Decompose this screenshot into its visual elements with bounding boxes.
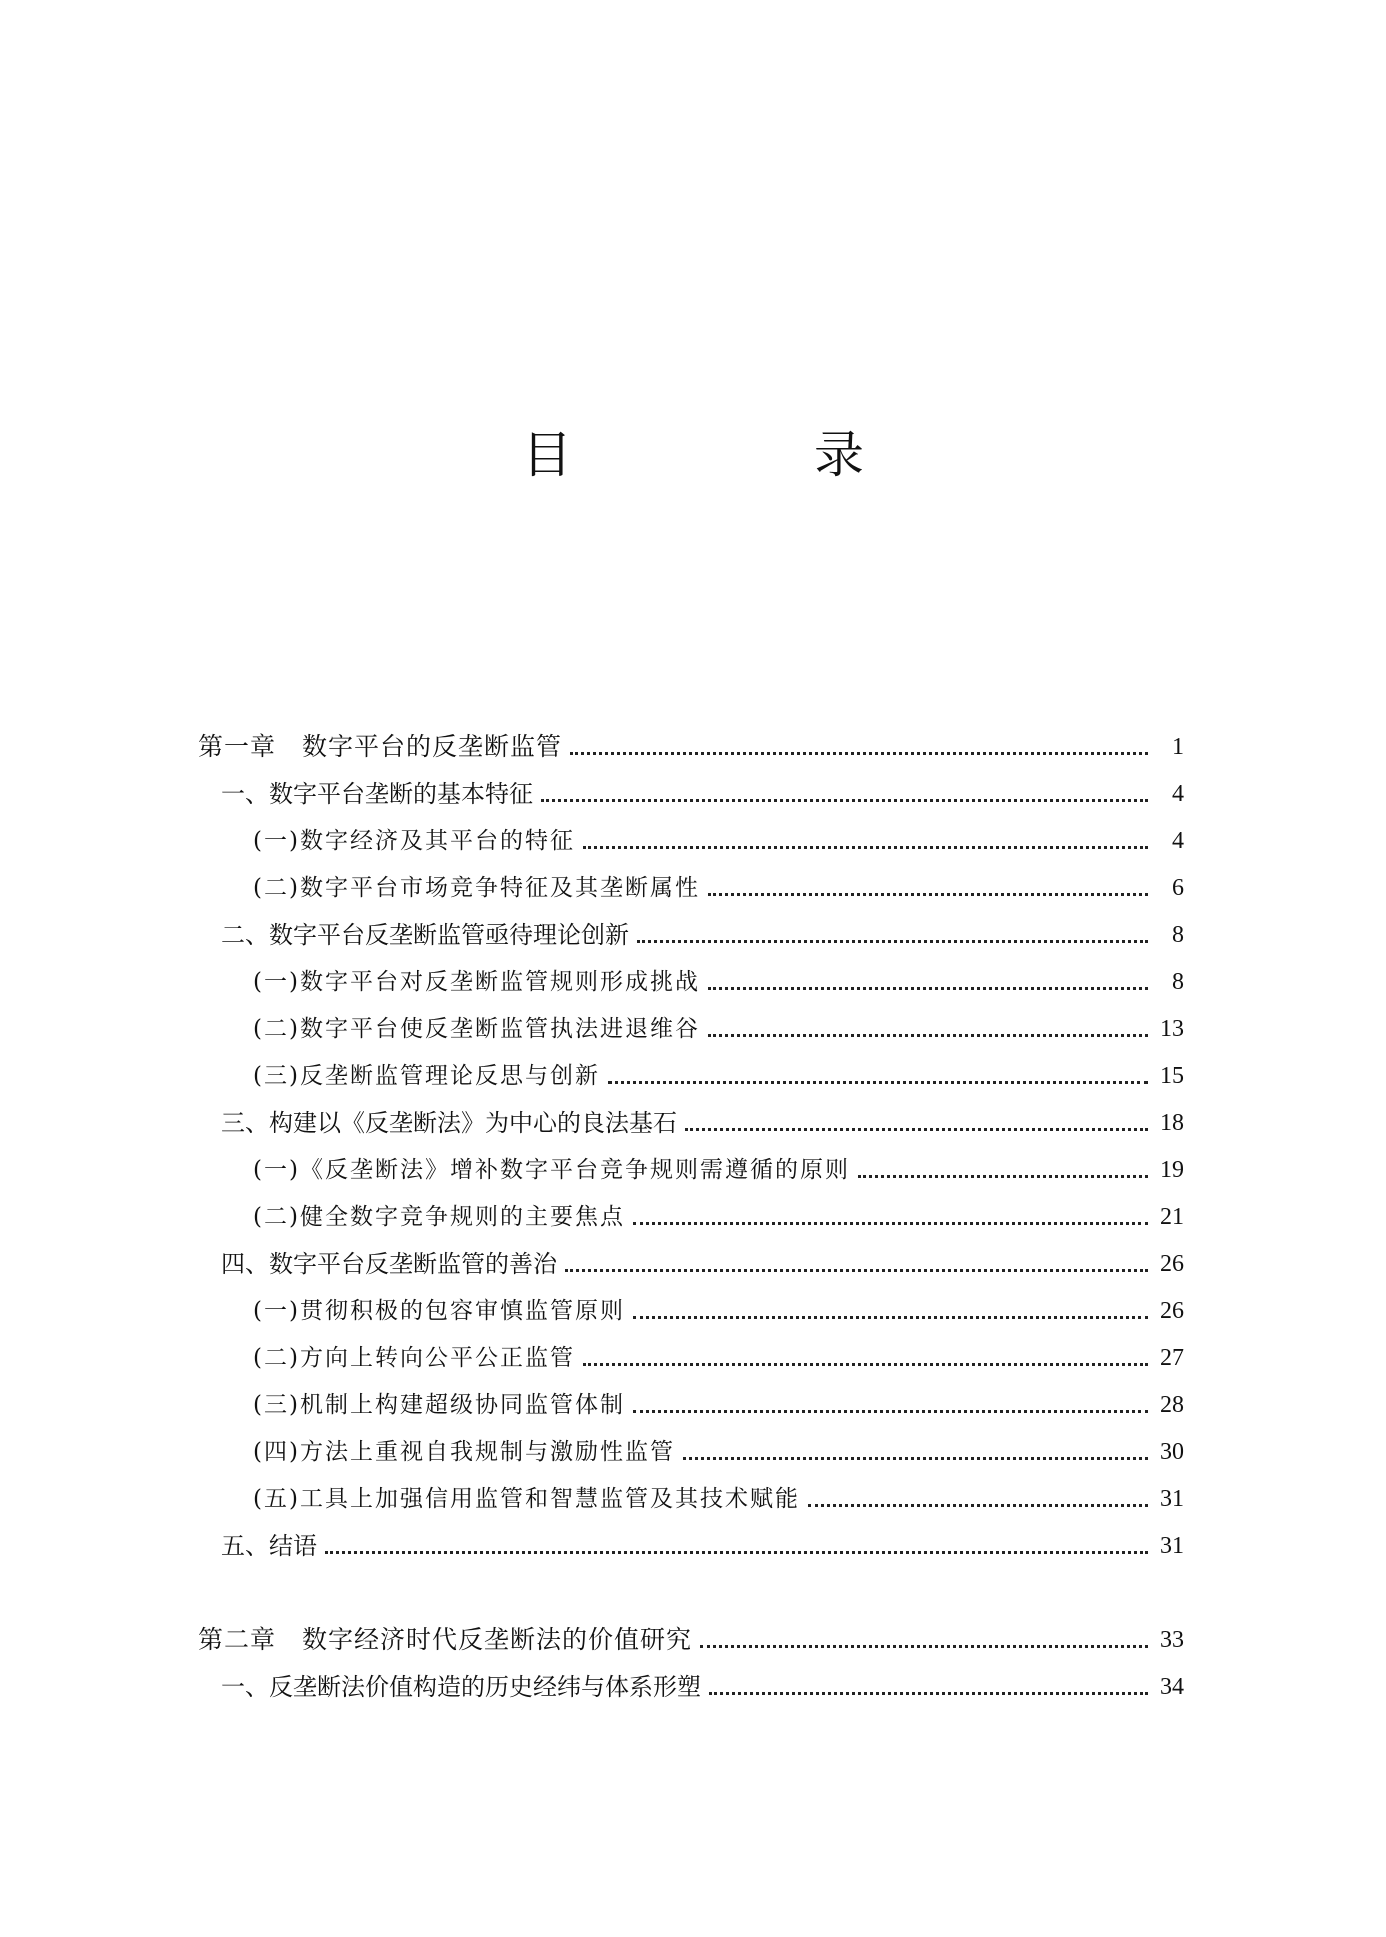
toc-entry (198, 718, 1184, 762)
dot-leader (708, 893, 1148, 896)
toc-entry-title: 五、结语 (221, 1532, 317, 1560)
toc-entry-title: 一、反垄断法价值构造的历史经纬与体系形塑 (221, 1673, 701, 1701)
toc-entry-page: 6 (1172, 875, 1184, 901)
toc-entry-title: (三)反垄断监管理论反思与创新 (253, 1063, 600, 1089)
toc-entry (221, 1235, 1184, 1279)
toc-entry-page: 4 (1172, 828, 1184, 854)
toc-entry-page: 8 (1172, 922, 1184, 948)
toc-entry (198, 1611, 1184, 1655)
toc-entry-title: 三、构建以《反垄断法》为中心的良法基石 (221, 1109, 677, 1137)
toc-entry-page: 18 (1160, 1110, 1184, 1136)
dot-leader (683, 1457, 1148, 1460)
toc-entry-title: 第一章 数字平台的反垄断监管 (198, 732, 563, 761)
toc-entry (221, 1517, 1184, 1561)
page-title: 目 录 (522, 426, 960, 484)
dot-leader (685, 1128, 1148, 1131)
toc-entry-page: 30 (1160, 1439, 1184, 1465)
dot-leader (633, 1316, 1148, 1319)
toc-entry-page: 31 (1160, 1533, 1184, 1559)
dot-leader (583, 1363, 1148, 1366)
toc-entry (253, 1000, 1184, 1044)
toc-entry-title: (二)健全数字竞争规则的主要焦点 (253, 1204, 625, 1230)
dot-leader (633, 1222, 1148, 1225)
dot-leader (325, 1551, 1148, 1554)
toc-entry-title: (四)方法上重视自我规制与激励性监管 (253, 1439, 675, 1465)
dot-leader (709, 1692, 1148, 1695)
toc-entry (253, 1188, 1184, 1232)
toc-entry (253, 859, 1184, 903)
dot-leader (570, 752, 1148, 755)
dot-leader (700, 1645, 1148, 1648)
toc-entry-title: (一)数字平台对反垄断监管规则形成挑战 (253, 969, 700, 995)
toc-entry-title: (二)方向上转向公平公正监管 (253, 1345, 575, 1371)
toc-entry-title: (三)机制上构建超级协同监管体制 (253, 1392, 625, 1418)
toc-entry-title: 第二章 数字经济时代反垄断法的价值研究 (198, 1625, 693, 1654)
toc-entry-title: (一)贯彻积极的包容审慎监管原则 (253, 1298, 625, 1324)
toc-entry-page: 26 (1160, 1251, 1184, 1277)
toc-entry-title: (一)数字经济及其平台的特征 (253, 828, 575, 854)
toc-entry-page: 26 (1160, 1298, 1184, 1324)
toc-entry (221, 906, 1184, 950)
toc-entry-page: 34 (1160, 1674, 1184, 1700)
toc-entry (253, 1282, 1184, 1326)
toc-entry-page: 19 (1160, 1157, 1184, 1183)
toc-entry-title: (五)工具上加强信用监管和智慧监管及其技术赋能 (253, 1486, 800, 1512)
dot-leader (608, 1081, 1148, 1084)
toc-entry-page: 31 (1160, 1486, 1184, 1512)
dot-leader (808, 1504, 1148, 1507)
dot-leader (633, 1410, 1148, 1413)
toc-entry (253, 1047, 1184, 1091)
toc-entry (221, 765, 1184, 809)
toc-entry (253, 1470, 1184, 1514)
toc-entry-page: 21 (1160, 1204, 1184, 1230)
toc-entry (253, 1423, 1184, 1467)
dot-leader (708, 1034, 1148, 1037)
dot-leader (565, 1269, 1148, 1272)
toc-entry-title: 二、数字平台反垄断监管亟待理论创新 (221, 921, 629, 949)
toc-entry-title: 一、数字平台垄断的基本特征 (221, 780, 533, 808)
toc-entry (253, 953, 1184, 997)
dot-leader (858, 1175, 1148, 1178)
toc-entry-title: (二)数字平台使反垄断监管执法进退维谷 (253, 1016, 700, 1042)
toc-entry (221, 1658, 1184, 1702)
toc-entry (253, 812, 1184, 856)
toc-entry (221, 1094, 1184, 1138)
toc-entry-page: 33 (1160, 1627, 1184, 1653)
toc-entry-title: (二)数字平台市场竞争特征及其垄断属性 (253, 875, 700, 901)
toc-entry-page: 1 (1172, 734, 1184, 760)
toc-entry-title: (一)《反垄断法》增补数字平台竞争规则需遵循的原则 (253, 1157, 850, 1183)
toc-entry-page: 28 (1160, 1392, 1184, 1418)
toc-entry-page: 8 (1172, 969, 1184, 995)
dot-leader (637, 940, 1148, 943)
dot-leader (541, 799, 1148, 802)
dot-leader (708, 987, 1148, 990)
toc-entry-page: 4 (1172, 781, 1184, 807)
toc-entry (253, 1376, 1184, 1420)
dot-leader (583, 846, 1148, 849)
toc-entry (253, 1141, 1184, 1185)
toc-entry-title: 四、数字平台反垄断监管的善治 (221, 1250, 557, 1278)
toc-entry-page: 15 (1160, 1063, 1184, 1089)
toc-entry-page: 27 (1160, 1345, 1184, 1371)
toc-entry (253, 1329, 1184, 1373)
toc-entry-page: 13 (1160, 1016, 1184, 1042)
